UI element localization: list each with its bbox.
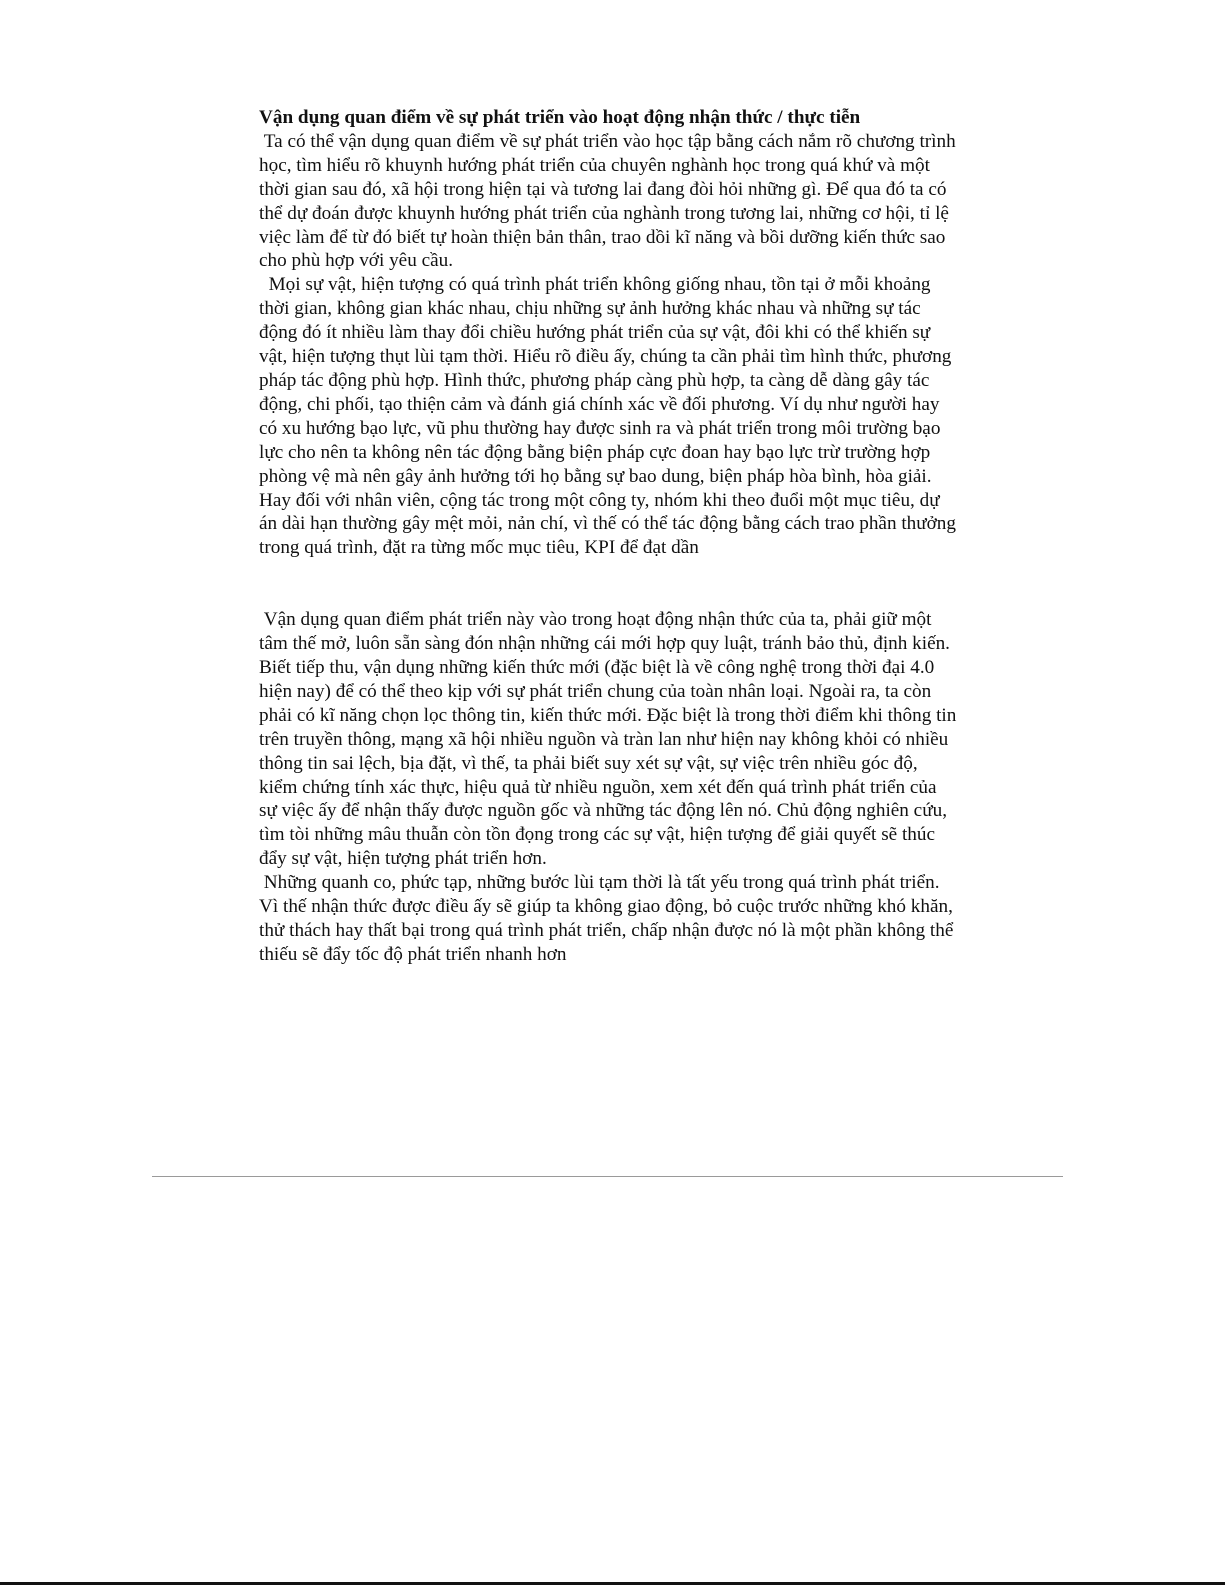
paragraph-study: Ta có thể vận dụng quan điểm về sự phát triển vào học tập bằng cách nắm rõ chương trình học, tìm hiểu rõ khuynh hướng phát triển của chuyên nghành học trong quá khứ và một thời gian sau đó, xã hội trong hiện tại và tương lai đang đòi hỏi những gì. Để qua đó ta có thể dự đoán được khuynh hướng phát triển của nghành trong tương lai, những cơ hội, tỉ lệ việc làm để từ đó biết tự hoàn thiện bản thân, trao dồi kĩ năng và bồi dưỡng kiến thức sao cho phù hợp với yêu cầu. — [259, 130, 961, 272]
paragraph-cognition: Vận dụng quan điểm phát triển này vào trong hoạt động nhận thức của ta, phải giữ một tâm thế mở, luôn sẵn sàng đón nhận những cái mới hợp quy luật, tránh bảo thủ, định kiến. Biết tiếp thu, vận dụng những kiến thức mới (đặc biệt là về công nghệ trong thời đại 4.0 hiện nay) để có thể theo kịp với sự phát triển chung của toàn nhân loại. Ngoài ra, ta còn phải có kĩ năng chọn lọc thông tin, kiến thức mới. Đặc biệt là trong thời điểm khi thông tin trên truyền thông, mạng xã hội nhiều nguồn và tràn lan như hiện nay không khỏi có nhiều thông tin sai lệch, bịa đặt, vì thế, ta phải biết suy xét sự vật, sự việc trên nhiều góc độ, kiểm chứng tính xác thực, hiệu quả từ nhiều nguồn, xem xét đến quá trình phát triển của sự việc ấy để nhận thấy được nguồn gốc và những tác động lên nó. Chủ động nghiên cứu, tìm tòi những mâu thuẫn còn tồn đọng trong các sự vật, hiện tượng để giải quyết sẽ thúc đẩy sự vật, hiện tượng phát triển hơn. — [259, 609, 962, 870]
document-title: Vận dụng quan điểm về sự phát triển vào hoạt động nhận thức / thực tiễn — [259, 107, 861, 128]
document-body — [259, 106, 962, 967]
paragraph-practice: Mọi sự vật, hiện tượng có quá trình phát triển không giống nhau, tồn tại ở mỗi khoảng thời gian, không gian khác nhau, chịu những sự ảnh hưởng khác nhau và những sự tác động đó ít nhiều làm thay đổi chiều hướng phát triển của sự vật, đôi khi có thể khiến sự vật, hiện tượng thụt lùi tạm thời. Hiểu rõ điều ấy, chúng ta cần phải tìm hình thức, phương pháp tác động phù hợp. Hình thức, phương pháp càng phù hợp, ta càng dễ dàng gây tác động, chi phối, tạo thiện cảm và đánh giá chính xác về đối phương. Ví dụ như người hay có xu hướng bạo lực, vũ phu thường hay được sinh ra và phát triển trong môi trường bạo lực cho nên ta không nên tác động bằng biện pháp cực đoan hay bạo lực trừ trường hợp phòng vệ mà nên gây ảnh hưởng tới họ bằng sự bao dung, biện pháp hòa bình, hòa giải. Hay đối với nhân viên, cộng tác trong một công ty, nhóm khi theo đuổi một mục tiêu, dự án dài hạn thường gây mệt mỏi, nản chí, vì thế có thể tác động bằng cách trao phần thưởng trong quá trình, đặt ra từng mốc mục tiêu, KPI để đạt dần — [259, 274, 961, 559]
paragraph-setbacks: Những quanh co, phức tạp, những bước lùi tạm thời là tất yếu trong quá trình phát triển. Vì thế nhận thức được điều ấy sẽ giúp ta không giao động, bỏ cuộc trước những khó khăn, thử thách hay thất bại trong quá trình phát triển, chấp nhận được nó là một phần không thể thiếu sẽ đẩy tốc độ phát triển nhanh hơn — [259, 872, 959, 965]
page-divider — [152, 1176, 1063, 1177]
paragraph-spacer — [259, 560, 959, 608]
